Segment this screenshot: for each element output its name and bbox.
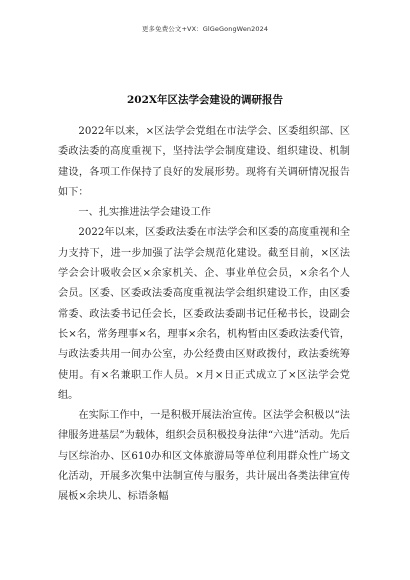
paragraph-practice: 在实际工作中，一是积极开展法治宣传。区法学会积极以“法律服务进基层”为载体，组织会员积极投身法律“六进”活动。先后与区综治办、区610办和区文体旅游局等单位利用群众性广场文化活动，开展多次集中法制宣传与服务，共计展出各类法律宣传展板×余块儿、标语条幅 [58,410,350,503]
document-title: 202X年区法学会建设的调研报告 [126,94,284,106]
paragraph-intro: 2022年以来，×区法学会党组在市法学会、区委组织部、区委政法委的高度重视下，坚持法学会制度建设、组织建设、机制建设，各项工作保持了良好的发展形势。现将有关调研情况报告如下： [58,126,350,198]
document-body [58,122,350,508]
section-heading-1: 一、扎实推进法学会建设工作 [78,207,211,219]
header-note: 更多免费公文+VX：GlGeGongWen2024 [141,25,269,33]
paragraph-construction: 2022年以来，区委政法委在市法学会和区委的高度重视和全力支持下，进一步加强了法学会规范化建设。截至目前，×区法学会会计吸收会区×余家机关、企、事业单位会员，×余名个人会员。区委、区委政法委高度重视法学会组织建设工作，由区委常委、政法委书记任会长，区委政法委副书记任秘书长，设副会长×名，常务理事×名，理事×余名，机构暂由区委政法委代管，与政法委共用一间办公室，办公经费由区财政拨付，政法委统筹使用。有×名兼职工作人员。×月×日正式成立了×区法学会党组。 [58,227,350,401]
